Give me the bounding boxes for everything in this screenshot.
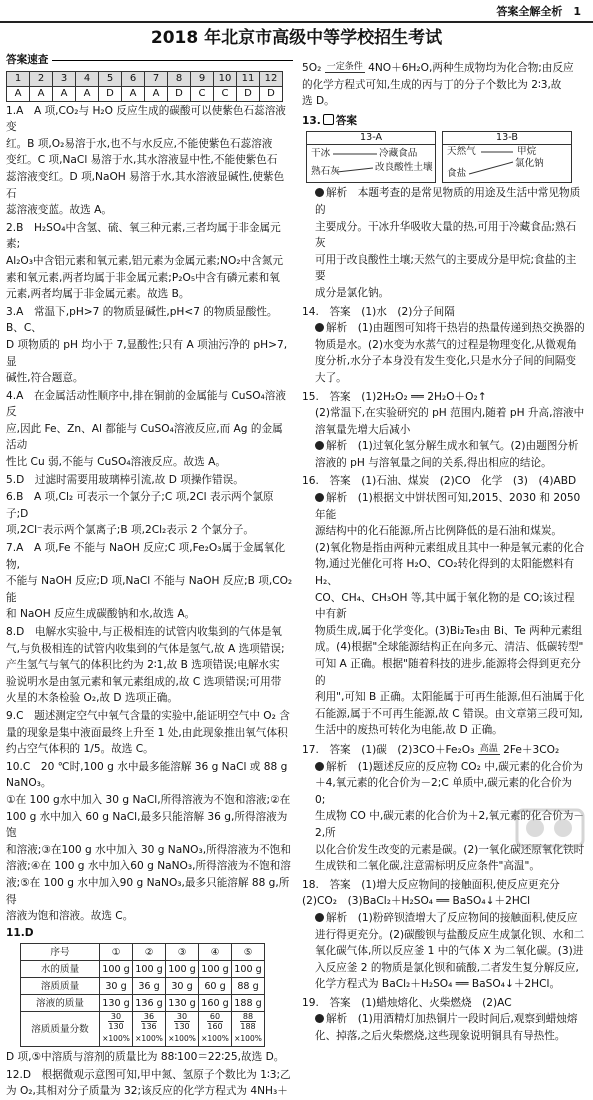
text-line: 源结构中的化石能源,所占比例降低的是石油和煤炭。 bbox=[315, 525, 563, 538]
text-line: 素和氧元素,两者均属于非金属元素;P₂O₅中含有磷元素和氧 bbox=[6, 271, 280, 284]
answer-q13-heading: 13. 答案 bbox=[302, 114, 357, 127]
table-cell: 序号 bbox=[21, 944, 100, 961]
text-line: 入反应釜 2 的物质是氯化钡和硫酸,二者发生复分解反应, bbox=[315, 961, 579, 974]
table-row bbox=[21, 995, 265, 1012]
table-cell: $\frac{30}{130}\times 100\%$ bbox=[100, 1012, 133, 1047]
text-line: 6.B A 项,Cl₂ 可表示一个氯分子;C 项,2Cl 表示两个氯原子;D bbox=[6, 491, 274, 520]
table-cell: 130 g bbox=[100, 995, 133, 1012]
text-line: D 项,⑤中溶质与溶剂的质量比为 88∶100＝22∶25,故选 D。 bbox=[6, 1051, 285, 1064]
text-line: 解析 (1)由题图可知将干热岩的热量传递到热交换器的 bbox=[326, 322, 585, 335]
text-line: 可用于改良酸性土壤;天然气的主要成分是甲烷;食盐的主要 bbox=[315, 253, 577, 283]
text-line: 溶液为饱和溶液。故选 C。 bbox=[6, 910, 134, 923]
table-cell: $\frac{30}{130}\times 100\%$ bbox=[166, 1012, 199, 1047]
table-cell: 160 g bbox=[199, 995, 232, 1012]
text-line: 以化合价发生改变的元素是碳。(2)一氧化碳还原氧化铁时 bbox=[315, 843, 585, 856]
text-line: ①在 100 g水中加入 30 g NaCl,所得溶液为不饱和溶液;②在 bbox=[6, 793, 291, 806]
text-line: 解析 (1)根据文中饼状图可知,2015、2030 和 2050 年能 bbox=[315, 492, 581, 521]
table-row bbox=[21, 978, 265, 995]
text-line: 5.D 过滤时需要用玻璃棒引流,故 D 项操作错误。 bbox=[6, 473, 244, 486]
answer-number: 6 bbox=[122, 71, 145, 86]
table-cell: $\frac{36}{136}\times 100\%$ bbox=[133, 1012, 166, 1047]
answer-q4 bbox=[6, 388, 293, 471]
explanation-icon bbox=[315, 913, 324, 922]
answer-q8 bbox=[6, 624, 293, 707]
answer-q6 bbox=[6, 489, 293, 539]
answer-letter: D bbox=[99, 86, 122, 101]
q16-explanation bbox=[302, 490, 585, 739]
text-line: ＋4,氧元素的化合价为－2;C 单质中,碳元素的化合价为 0; bbox=[315, 777, 573, 806]
text-line: 主要成分。干冰升华吸收大量的热,可用于冷藏食品;熟石灰 bbox=[315, 220, 577, 250]
text-line: 量的现象是集中液面最终上升至 1 处,由此现象推出氧气体积 bbox=[6, 726, 288, 739]
text-line: 液;⑤在 100 g 水中加入90 g NaNO₃,最多只能溶解 88 g,所得 bbox=[6, 876, 290, 906]
table-cell: 136 g bbox=[133, 995, 166, 1012]
answer-number: 8 bbox=[168, 71, 191, 86]
text-line: 化、掉落,之后火柴燃烧,这些现象说明铜具有导热性。 bbox=[315, 1030, 566, 1043]
text-line: 溶液的 pH 与溶氧量之间的关系,得出相应的结论。 bbox=[315, 456, 552, 469]
answer-number: 5 bbox=[99, 71, 122, 86]
text-line: 12.D 根据微观示意图可知,甲中氮、氢原子个数比为 1∶3;乙 bbox=[6, 1068, 291, 1081]
text-line: 解析 本题考查的是常见物质的用途及生活中常见物质的 bbox=[315, 187, 581, 216]
answer-letter: A bbox=[7, 86, 30, 101]
answer-q10 bbox=[6, 759, 293, 925]
text-line: 不能与 NaOH 反应;D 项,NaCl 不能与 NaOH 反应;B 项,CO₂能 bbox=[6, 575, 293, 604]
text-line: 性比 Cu 弱,不能与 CuSO₄溶液反应。故选 A。 bbox=[6, 456, 226, 469]
q12-equation-cont: 5O₂ 一定条件 4NO＋6H₂O,两种生成物均为化合物;由反应 bbox=[302, 62, 574, 74]
table-cell: 溶质质量 bbox=[21, 978, 100, 995]
table-cell: $\frac{88}{188}\times 100\%$ bbox=[232, 1012, 265, 1047]
q11-solution-table bbox=[20, 943, 265, 1047]
text-line: 变红。C 项,NaCl 易溶于水,其水溶液显中性,不能使紫色石 bbox=[6, 154, 278, 167]
explanation-icon bbox=[315, 188, 324, 197]
text-line: 溶氧量先增大后减小 bbox=[315, 423, 411, 436]
text-line: 物质是水。(2)水变为水蒸气的过程是物理变化,从微观角 bbox=[315, 338, 578, 351]
table-cell: ⑤ bbox=[232, 944, 265, 961]
explanation-icon bbox=[315, 323, 324, 332]
text-line: 气,与负极相连的试管内收集到的气体是氢气,故 A 选项错误; bbox=[6, 642, 285, 655]
q13-box-a: 13-A 干冰 熟石灰 冷藏食品 改良酸性土壤 bbox=[306, 131, 436, 183]
table-cell: ③ bbox=[166, 944, 199, 961]
text-line: (2)CO₂ (3)BaCl₂＋H₂SO₄ ══ BaSO₄↓＋2HCl bbox=[302, 895, 531, 908]
header-rule bbox=[0, 21, 593, 23]
q12-cont-lines bbox=[302, 77, 585, 110]
text-line: 石能源,属于不可再生能源,故 C 错误。由文章第三段可知, bbox=[315, 707, 583, 720]
answer-q7 bbox=[6, 540, 293, 623]
text-line: 生成物 CO 中,碳元素的化合价为＋2,氧元素的化合价为－2,所 bbox=[315, 810, 585, 839]
text-line: 100 g 水中加入 60 g NaCl,最多只能溶解 36 g,所得溶液为饱 bbox=[6, 810, 288, 840]
header-running-title: 答案全解全析 1 bbox=[496, 5, 581, 18]
table-cell: 30 g bbox=[166, 978, 199, 995]
explanation-icon bbox=[315, 441, 324, 450]
text-line: 火星的木条检验 O₂,故 D 选项正确。 bbox=[6, 692, 178, 705]
answer-q5 bbox=[6, 472, 293, 489]
answer-letter: D bbox=[260, 86, 283, 101]
text-line: 蕊溶液变蓝。故选 A。 bbox=[6, 204, 112, 217]
text-line: 4.A 在金属活动性顺序中,排在铜前的金属能与 CuSO₄溶液反 bbox=[6, 389, 286, 419]
publisher-watermark bbox=[515, 808, 585, 848]
text-line: 8.D 电解水实验中,与正极相连的试管内收集到的气体是氧 bbox=[6, 626, 282, 638]
table-row bbox=[21, 1012, 265, 1047]
table-cell: 100 g bbox=[232, 961, 265, 978]
q19-explanation bbox=[302, 1011, 585, 1044]
answer-number: 3 bbox=[53, 71, 76, 86]
text-line: 选 D。 bbox=[302, 95, 335, 108]
answer-number: 11 bbox=[237, 71, 260, 86]
table-row bbox=[21, 961, 265, 978]
answer-number: 9 bbox=[191, 71, 214, 86]
answer-q9 bbox=[6, 708, 293, 758]
table-cell: 130 g bbox=[166, 995, 199, 1012]
answer-q14: 14. 答案 (1)水 (2)分子间隔 bbox=[302, 305, 455, 318]
answer-letter: C bbox=[214, 86, 237, 101]
text-line: 9.C 题述测定空气中氧气含量的实验中,能证明空气中 O₂ 含 bbox=[6, 709, 290, 722]
table-cell: 100 g bbox=[133, 961, 166, 978]
text-line: 验说明水是由氢元素和氧元素组成的,故 C 选项错误;可用带 bbox=[6, 675, 282, 688]
answer-q11-tail bbox=[6, 1049, 293, 1066]
answer-mark-icon bbox=[323, 114, 334, 125]
table-cell: 100 g bbox=[199, 961, 232, 978]
text-line: 溶液;④在 100 g 水中加入60 g NaNO₃,所得溶液为不饱和溶 bbox=[6, 860, 291, 873]
answer-q2 bbox=[6, 220, 293, 303]
text-line: CO、CH₄、CH₃OH 等,其中属于氧化物的是 CO;该过程中有新 bbox=[315, 591, 575, 621]
explanation-icon bbox=[315, 1014, 324, 1023]
text-line: Al₂O₃中含铝元素和氧元素,铝元素为金属元素;NO₂中含氮元 bbox=[6, 254, 283, 267]
text-line: 进行得更充分。(2)碳酸钡与盐酸反应生成氯化钡、水和二 bbox=[315, 928, 585, 941]
text-line: 的化学方程式可知,生成的丙与丁的分子个数比为 2∶3,故 bbox=[302, 78, 562, 91]
answer-q1 bbox=[6, 103, 293, 219]
table-cell: 100 g bbox=[100, 961, 133, 978]
right-column bbox=[302, 60, 585, 1045]
q15-explanation bbox=[302, 438, 585, 471]
q13-box-b: 13-B 天然气 食盐 甲烷 氯化钠 bbox=[442, 131, 572, 183]
text-line: (2)氧化物是指由两种元素组成且其中一种是氧元素的化合 bbox=[315, 541, 585, 554]
text-line: 物质生成,属于化学变化。(3)Bi₂Te₃由 Bi、Te 两种元素组 bbox=[315, 624, 583, 637]
answer-letter: A bbox=[145, 86, 168, 101]
answer-q18 bbox=[302, 877, 585, 910]
table-cell: ① bbox=[100, 944, 133, 961]
answer-number: 2 bbox=[30, 71, 53, 86]
text-line: 产生氢气与氧气的体积比约为 2∶1,故 B 选项错误;电解水实 bbox=[6, 659, 280, 672]
answer-number: 1 bbox=[7, 71, 30, 86]
text-line: 7.A A 项,Fe 不能与 NaOH 反应;C 项,Fe₂O₃属于金属氧化物, bbox=[6, 542, 286, 571]
answer-number: 12 bbox=[260, 71, 283, 86]
answer-q15-part2 bbox=[302, 405, 585, 438]
table-header-row bbox=[21, 944, 265, 961]
text-line: 1.A A 项,CO₂与 H₂O 反应生成的碳酸可以使紫色石蕊溶液变 bbox=[6, 104, 286, 134]
q13-answer-boxes bbox=[306, 131, 585, 183]
answer-letter: C bbox=[191, 86, 214, 101]
text-line: 18. 答案 (1)增大反应物间的接触面积,使反应更充分 bbox=[302, 878, 560, 891]
table-cell: $\frac{60}{160}\times 100\%$ bbox=[199, 1012, 232, 1047]
answer-q19: 19. 答案 (1)蜡烛熔化、火柴燃烧 (2)AC bbox=[302, 996, 512, 1009]
text-line: 解析 (1)用酒精灯加热铜片一段时间后,观察到蜡烛熔 bbox=[326, 1013, 578, 1026]
text-line: 约占空气体积的 1/5。故选 C。 bbox=[6, 743, 154, 756]
table-cell: 溶质质量分数 bbox=[21, 1012, 100, 1047]
text-line: 3.A 常温下,pH>7 的物质显碱性,pH<7 的物质显酸性。B、C、 bbox=[6, 305, 278, 335]
left-column bbox=[6, 52, 293, 1100]
text-line: 大了。 bbox=[315, 371, 347, 384]
answer-letter: A bbox=[76, 86, 99, 101]
text-line: 化学方程式为 BaCl₂＋H₂SO₄ ══ BaSO₄↓＋2HCl。 bbox=[315, 978, 561, 991]
answer-q3 bbox=[6, 304, 293, 387]
page-title: 2018 年北京市高级中等学校招生考试 bbox=[150, 28, 443, 48]
explanation-icon bbox=[315, 493, 324, 502]
table-cell: 水的质量 bbox=[21, 961, 100, 978]
text-line: 2.B H₂SO₄中含氢、硫、氧三种元素,三者均属于非金属元素; bbox=[6, 221, 281, 251]
explanation-icon bbox=[315, 762, 324, 771]
text-line: 项,2Cl⁻表示两个氯离子;B 项,2Cl₂表示 2 个氯分子。 bbox=[6, 524, 254, 537]
text-line: 氧化碳气体,所以反应釜 1 中的气体 X 为二氧化碳。(3)进 bbox=[315, 945, 584, 958]
text-line: 生活中的废热可转化为电能,故 D 正确。 bbox=[315, 724, 503, 737]
table-cell: 60 g bbox=[199, 978, 232, 995]
text-line: 可知 A 正确。根据"随着科技的进步,能源将会得到更充分的 bbox=[315, 658, 581, 687]
answers-quick-heading: 答案速查 bbox=[6, 52, 293, 69]
answers-quick-table bbox=[6, 71, 283, 102]
text-line: D 项物质的 pH 均小于 7,显酸性;只有 A 项油污净的 pH>7,显 bbox=[6, 338, 288, 368]
text-line: 成分是氯化钠。 bbox=[315, 286, 390, 299]
answer-q15: 15. 答案 (1)2H₂O₂ ══ 2H₂O＋O₂↑ bbox=[302, 390, 487, 403]
table-cell: 溶液的质量 bbox=[21, 995, 100, 1012]
answer-q17: 17. 答案 (1)碳 (2)3CO＋Fe₂O₃ 高温 2Fe＋3CO₂ bbox=[302, 743, 560, 756]
answer-number: 10 bbox=[214, 71, 237, 86]
answer-q16: 16. 答案 (1)石油、煤炭 (2)CO 化学 (3) (4)ABD bbox=[302, 475, 577, 488]
text-line: 碱性,符合题意。 bbox=[6, 372, 84, 385]
table-cell: 36 g bbox=[133, 978, 166, 995]
q18-explanation bbox=[302, 910, 585, 993]
q14-explanation bbox=[302, 320, 585, 386]
answer-letter: A bbox=[53, 86, 76, 101]
text-line: 应,因此 Fe、Zn、Al 都能与 CuSO₄溶液反应,而 Ag 的金属活动 bbox=[6, 422, 283, 452]
text-line: 生成铁和二氧化碳,注意需标明反应条件"高温"。 bbox=[315, 860, 540, 873]
text-line: 解析 (1)粉碎钡渣增大了反应物间的接触面积,使反应 bbox=[326, 911, 578, 924]
answer-q11-heading: 11.D bbox=[6, 926, 34, 939]
table-cell: 188 g bbox=[232, 995, 265, 1012]
answer-number: 4 bbox=[76, 71, 99, 86]
answer-letter: D bbox=[237, 86, 260, 101]
text-line: 和 NaOH 反应生成碳酸钠和水,故选 A。 bbox=[6, 608, 196, 621]
text-line: 度分析,水分子本身没有发生变化,只是水分子间的间隔变 bbox=[315, 355, 576, 368]
answer-letter: A bbox=[30, 86, 53, 101]
table-cell: 100 g bbox=[166, 961, 199, 978]
answer-number: 7 bbox=[145, 71, 168, 86]
answer-letter: A bbox=[122, 86, 145, 101]
text-line: 解析 (1)过氧化氢分解生成水和氧气。(2)由题图分析 bbox=[326, 440, 579, 453]
table-cell: 88 g bbox=[232, 978, 265, 995]
text-line: 利用",可知 B 正确。太阳能属于可再生能源,但石油属于化 bbox=[315, 691, 585, 704]
text-line: 为 O₂,其相对分子质量为 32;该反应的化学方程式为 4NH₃＋ bbox=[6, 1085, 288, 1098]
text-line: 成。(4)根据"全球能源结构正在向多元、清洁、低碳转型" bbox=[315, 641, 584, 654]
table-cell: ④ bbox=[199, 944, 232, 961]
page-header bbox=[0, 0, 593, 22]
table-cell: ② bbox=[133, 944, 166, 961]
text-line: 蕊溶液变红。D 项,NaOH 易溶于水,其水溶液显碱性,使紫色石 bbox=[6, 170, 285, 200]
table-cell: 30 g bbox=[100, 978, 133, 995]
text-line: 10.C 20 ℃时,100 g 水中最多能溶解 36 g NaCl 或 88 g NaNO₃。 bbox=[6, 760, 288, 790]
text-line: 元素,两者均属于非金属元素。故选 B。 bbox=[6, 288, 190, 301]
text-line: 解析 (1)题述反应的反应物 CO₂ 中,碳元素的化合价为 bbox=[326, 760, 583, 773]
answer-letter: D bbox=[168, 86, 191, 101]
text-line: 物,通过光催化可将 H₂O、CO₂转化得到的太阳能燃料有 H₂、 bbox=[315, 558, 575, 588]
text-line: 和溶液;③在100 g 水中加入 30 g NaNO₃,所得溶液为不饱和 bbox=[6, 843, 291, 856]
text-line: (2)常温下,在实验研究的 pH 范围内,随着 pH 升高,溶液中 bbox=[315, 407, 585, 420]
answer-q12 bbox=[6, 1067, 293, 1100]
text-line: 红。B 项,O₂易溶于水,也不与水反应,不能使紫色石蕊溶液 bbox=[6, 137, 273, 150]
q13-explanation bbox=[302, 185, 585, 301]
